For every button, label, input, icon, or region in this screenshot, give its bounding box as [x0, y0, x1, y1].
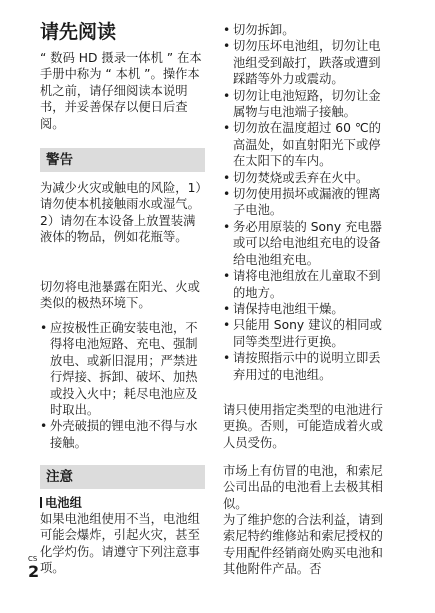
warning-paragraph: 为减少火灾或触电的风险，1）请勿使本机接触雨水或湿气。2）请勿在本设备上放置装满液体的物品，例如花瓶等。 [40, 181, 202, 245]
list-item: • 切勿让电池短路，切勿让金属物与电池端子接触。 [223, 88, 385, 121]
warning-bullet-list [40, 320, 205, 451]
list-item: • 只能用 Sony 建议的相同或同等类型进行更换。 [223, 317, 385, 350]
list-item: • 切勿放在温度超过 60 ℃的高温处，如直射阳光下或停在太阳下的车内。 [223, 120, 385, 169]
intro-paragraph: “ 数码 HD 摄录一体机 ” 在本手册中称为 “ 本机 ”。操作本机之前，请仔细阅读本说明书，并妥善保存以便日后查阅。 [40, 51, 202, 131]
caution-heading-bar [40, 465, 205, 489]
battery-subheading: 电池组 [40, 495, 82, 511]
list-item: • 务必用原装的 Sony 充电器或可以给电池组充电的设备给电池组充电。 [223, 219, 385, 268]
page-title: 请先阅读 [40, 21, 117, 43]
counterfeit-paragraph: 市场上有仿冒的电池，和索尼公司出品的电池看上去极其相似。 [223, 464, 383, 511]
warning-heading-bar [40, 148, 205, 172]
list-item: • 请保持电池组干燥。 [223, 301, 385, 317]
sunlight-warning-paragraph: 切勿将电池暴露在阳光、火或类似的极热环境下。 [40, 280, 200, 311]
list-item: • 请按照指示中的说明立即丢弃用过的电池组。 [223, 350, 385, 383]
battery-precautions-list [223, 22, 385, 383]
warning-heading: 警告 [46, 152, 73, 168]
list-item: • 切勿焚烧或丢弃在火中。 [223, 170, 385, 186]
language-code: CS [28, 555, 38, 563]
battery-paragraph: 如果电池组使用不当，电池组可能会爆炸，引起火灾，甚至化学灼伤。请遵守下列注意事项。 [40, 512, 200, 576]
purchase-advice-paragraph: 为了维护您的合法利益，请到索尼特约维修站和索尼授权的专用配件经销商处购买电池和其他附件产品。否 [223, 513, 383, 577]
list-item: • 切勿使用损坏或漏液的锂离子电池。 [223, 186, 385, 219]
caution-heading: 注意 [46, 469, 73, 485]
list-item: • 应按极性正确安装电池，不得将电池短路、充电、强制放电、或新旧混用；严禁进行焊接、拆卸、破坏、加热或投入火中；耗尽电池应及时取出。 [40, 320, 205, 418]
list-item: • 请将电池组放在儿童取不到的地方。 [223, 268, 385, 301]
list-item: • 外壳破损的锂电池不得与水接触。 [40, 418, 205, 451]
page-number: 2 [28, 562, 40, 581]
list-item: • 切勿压坏电池组，切勿让电池组受到敲打，跌落或遭到踩踏等外力或震动。 [223, 38, 385, 87]
list-item: • 切勿拆卸。 [223, 22, 385, 38]
replacement-paragraph: 请只使用指定类型的电池进行更换。否则，可能造成着火或人员受伤。 [223, 403, 383, 450]
